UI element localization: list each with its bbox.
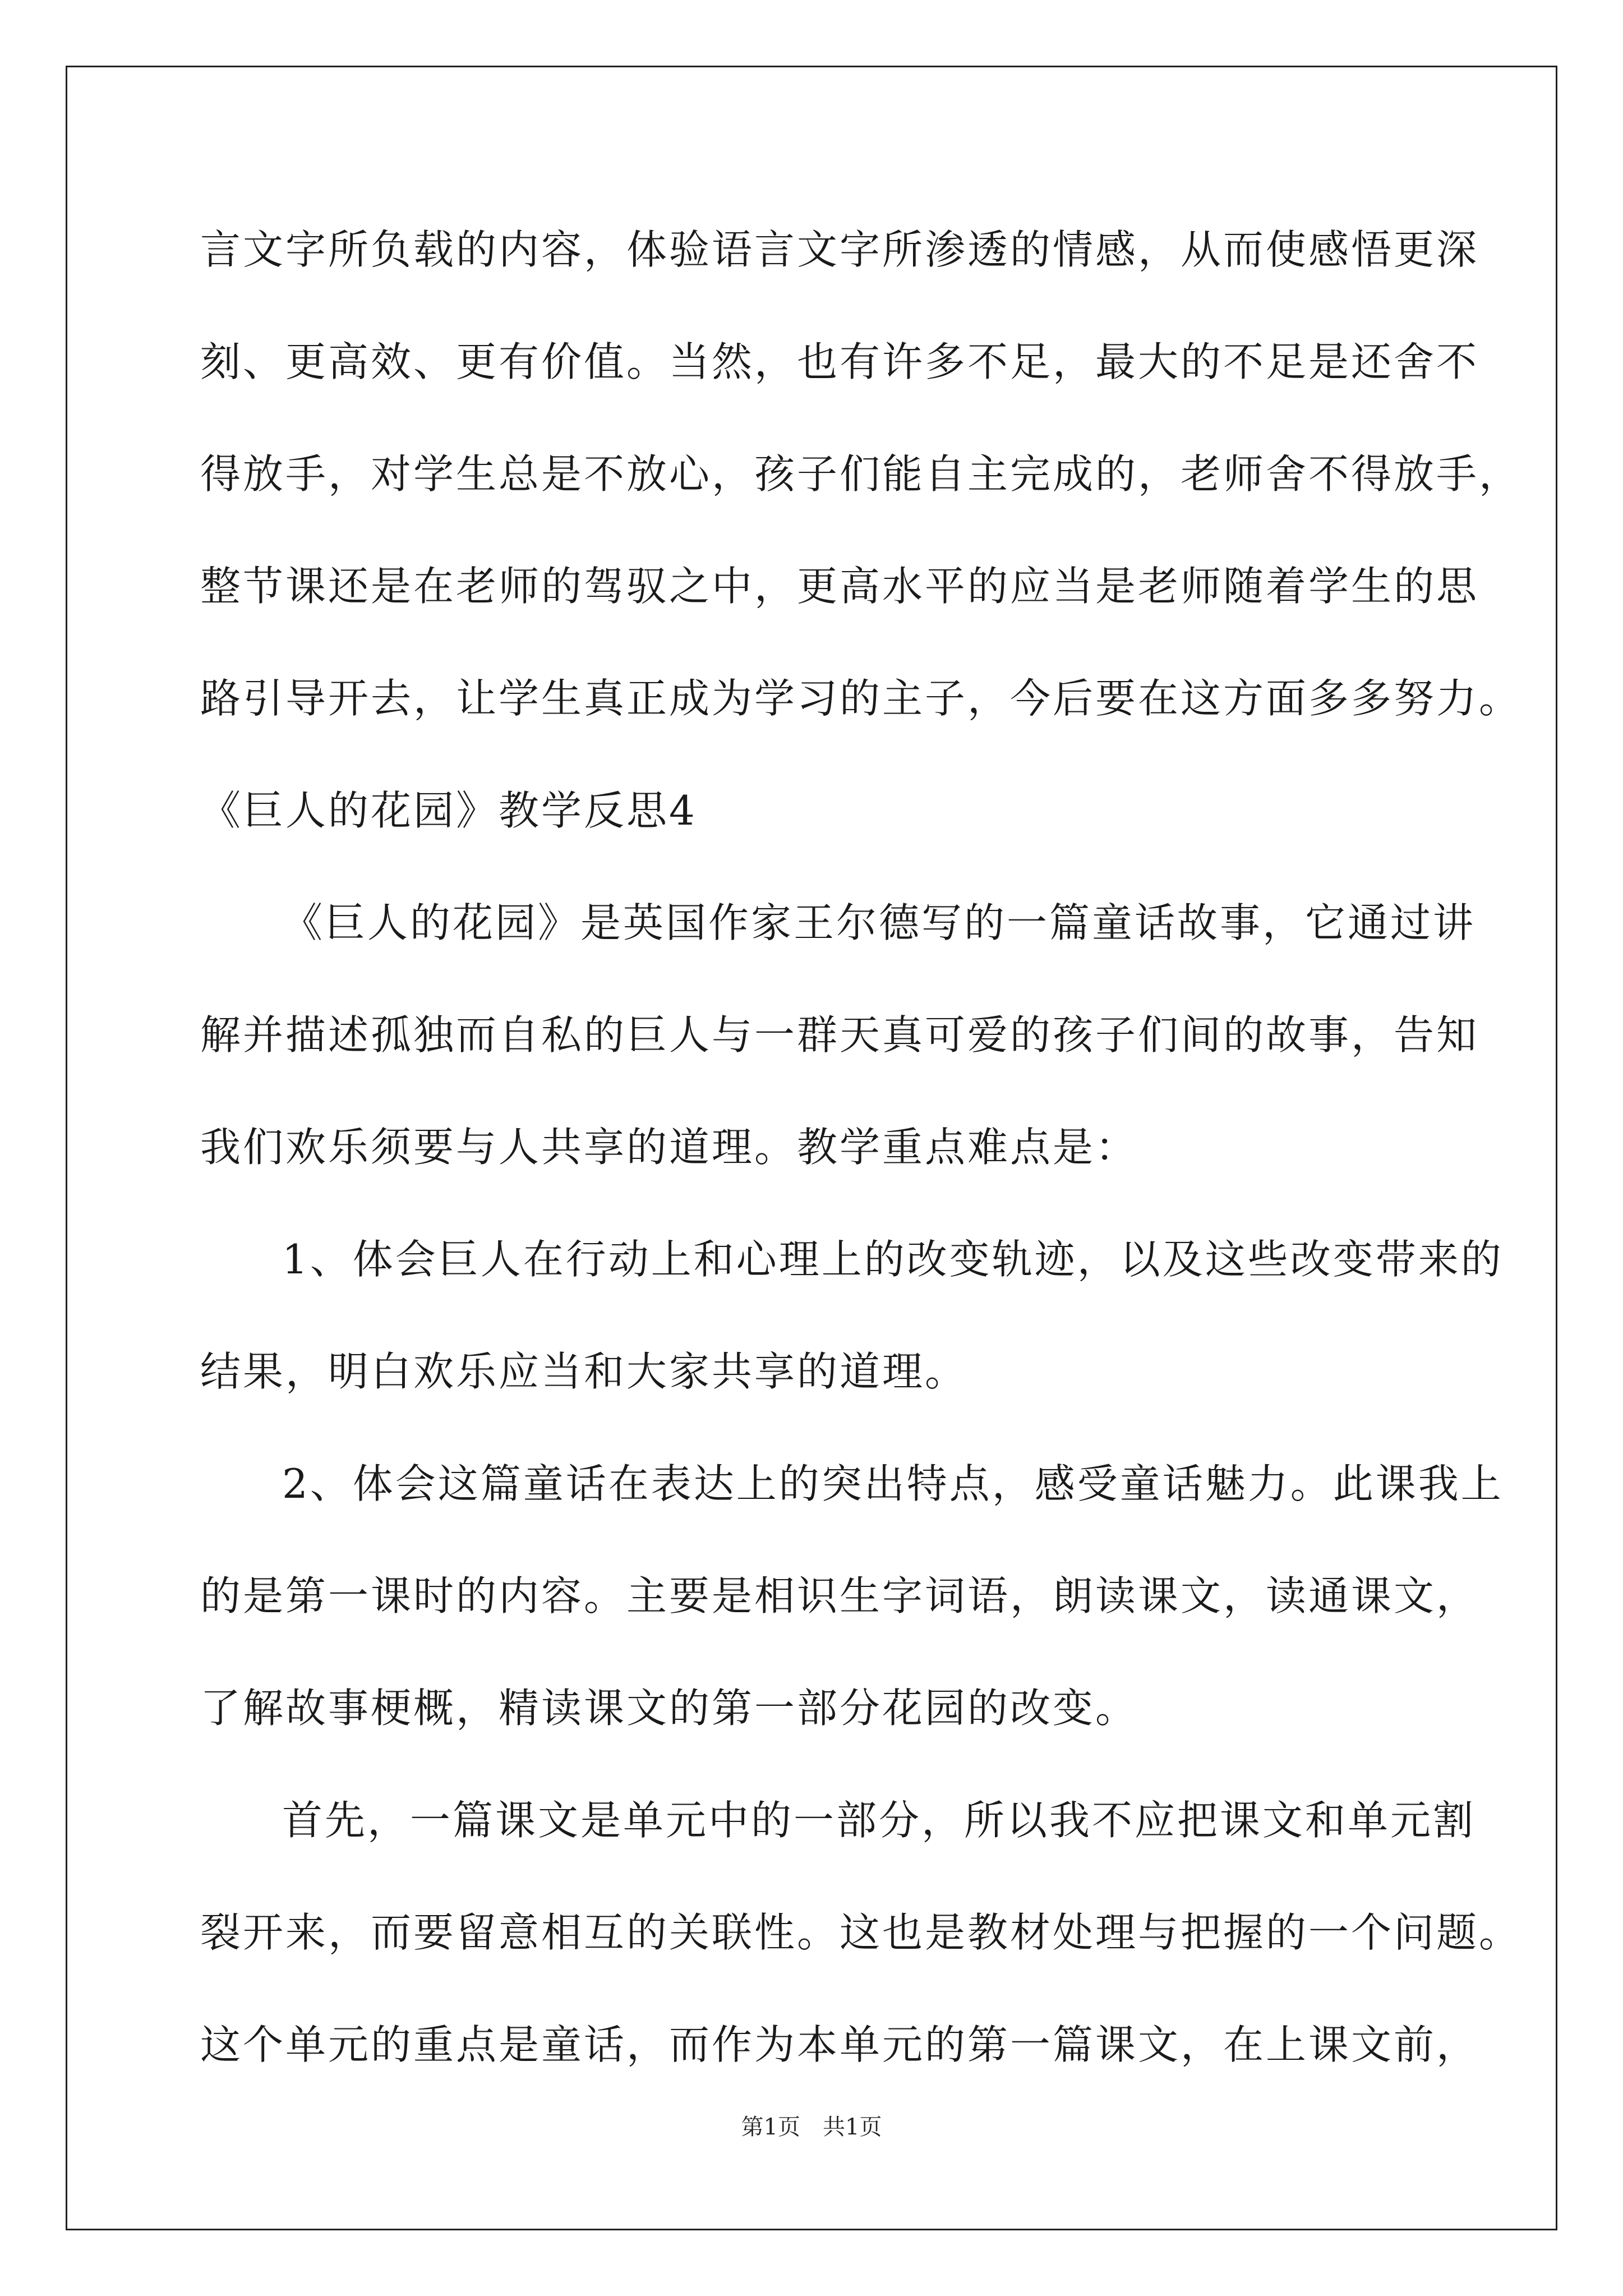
text-line: 这个单元的重点是童话，而作为本单元的第一篇课文，在上课文前， bbox=[200, 2021, 1479, 2068]
document-body bbox=[200, 216, 1522, 2123]
text-line: 解并描述孤独而自私的巨人与一群天真可爱的孩子们间的故事，告知 bbox=[200, 1011, 1479, 1059]
list-item-2: 2、体会这篇童话在表达上的突出特点，感受童话魅力。此课我上 bbox=[282, 1460, 1504, 1507]
text-line: 整节课还是在老师的驾驭之中，更高水平的应当是老师随着学生的思 bbox=[200, 563, 1479, 610]
text-line: 刻、更高效、更有价值。当然，也有许多不足，最大的不足是还舍不 bbox=[200, 338, 1479, 385]
paragraph-first-line: 《巨人的花园》是英国作家王尔德写的一篇童话故事，它通过讲 bbox=[282, 899, 1476, 946]
page-footer: 第1页 共1页 bbox=[741, 2114, 882, 2140]
text-line: 我们欢乐须要与人共享的道理。教学重点难点是： bbox=[200, 1124, 1138, 1171]
text-line: 结果，明白欢乐应当和大家共享的道理。 bbox=[200, 1348, 968, 1395]
text-line: 裂开来，而要留意相互的关联性。这也是教材处理与把握的一个问题。 bbox=[200, 1909, 1522, 1956]
text-line: 了解故事梗概，精读课文的第一部分花园的改变。 bbox=[200, 1685, 1138, 1732]
list-item-1: 1、体会巨人在行动上和心理上的改变轨迹，以及这些改变带来的 bbox=[282, 1236, 1504, 1283]
text-line: 的是第一课时的内容。主要是相识生字词语，朗读课文，读通课文， bbox=[200, 1572, 1479, 1619]
section-heading: 《巨人的花园》教学反思4 bbox=[200, 787, 697, 834]
paragraph-first-line: 首先，一篇课文是单元中的一部分，所以我不应把课文和单元割 bbox=[282, 1797, 1476, 1844]
text-line: 得放手，对学生总是不放心，孩子们能自主完成的，老师舍不得放手， bbox=[200, 450, 1522, 498]
text-line: 言文字所负载的内容，体验语言文字所渗透的情感，从而使感悟更深 bbox=[200, 226, 1479, 273]
text-line: 路引导开去，让学生真正成为学习的主子，今后要在这方面多多努力。 bbox=[200, 675, 1522, 722]
